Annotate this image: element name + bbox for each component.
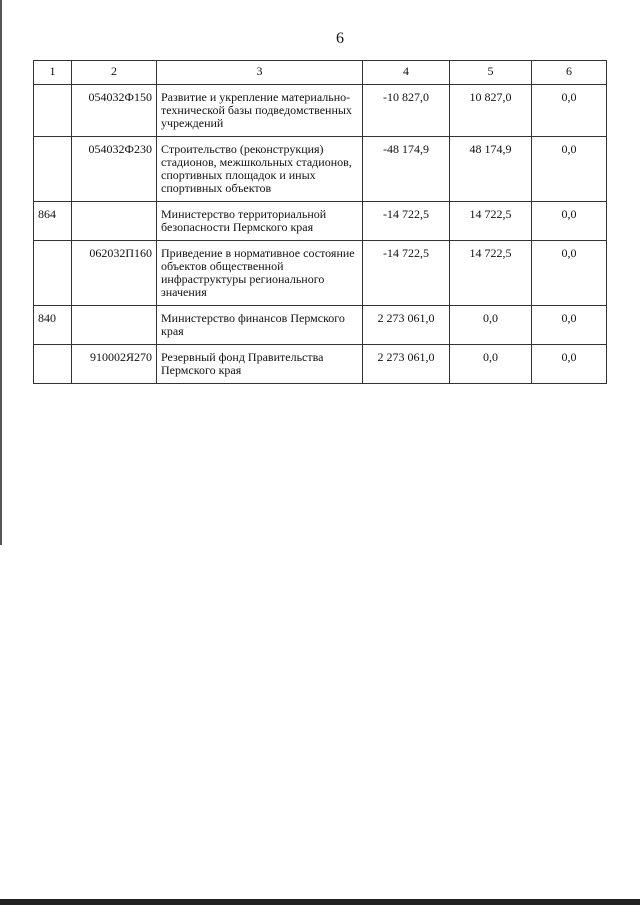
cell-description: Министерство финансов Пермского края [157,306,363,345]
cell-amount-5: 0,0 [450,306,532,345]
cell-amount-6: 0,0 [532,241,607,306]
header-col-2: 2 [72,61,157,85]
cell-description: Министерство территориальной безопасности Пермского края [157,202,363,241]
cell-admin-code [34,137,72,202]
cell-amount-4: -14 722,5 [363,241,450,306]
cell-description: Приведение в нормативное состояние объектов общественной инфраструктуры регионального значения [157,241,363,306]
scan-bottom-edge [0,899,640,905]
cell-admin-code: 840 [34,306,72,345]
cell-amount-4: 2 273 061,0 [363,345,450,384]
header-col-1: 1 [34,61,72,85]
cell-target-code: 054032Ф150 [72,85,157,137]
cell-description: Резервный фонд Правительства Пермского края [157,345,363,384]
page-number: 6 [336,30,344,47]
budget-table [33,60,607,384]
header-col-3: 3 [157,61,363,85]
header-col-4: 4 [363,61,450,85]
cell-target-code: 910002Я270 [72,345,157,384]
cell-target-code: 062032П160 [72,241,157,306]
cell-target-code: 054032Ф230 [72,137,157,202]
cell-amount-4: -10 827,0 [363,85,450,137]
cell-admin-code [34,345,72,384]
table-row [34,241,607,306]
table-row [34,137,607,202]
cell-amount-4: -14 722,5 [363,202,450,241]
table-row [34,306,607,345]
cell-description: Развитие и укрепление материально-технической базы подведомственных учреждений [157,85,363,137]
cell-amount-5: 14 722,5 [450,241,532,306]
cell-target-code [72,202,157,241]
cell-admin-code [34,241,72,306]
cell-admin-code [34,85,72,137]
cell-admin-code: 864 [34,202,72,241]
cell-target-code [72,306,157,345]
table-row [34,85,607,137]
cell-amount-6: 0,0 [532,137,607,202]
cell-description: Строительство (реконструкция) стадионов, межшкольных стадионов, спортивных площадок и иных спортивных объектов [157,137,363,202]
cell-amount-6: 0,0 [532,345,607,384]
cell-amount-5: 0,0 [450,345,532,384]
scan-left-edge [0,0,2,545]
cell-amount-4: 2 273 061,0 [363,306,450,345]
cell-amount-5: 10 827,0 [450,85,532,137]
cell-amount-5: 48 174,9 [450,137,532,202]
table-row [34,202,607,241]
table-row [34,345,607,384]
header-col-5: 5 [450,61,532,85]
cell-amount-6: 0,0 [532,85,607,137]
table-header-row [34,61,607,85]
header-col-6: 6 [532,61,607,85]
cell-amount-4: -48 174,9 [363,137,450,202]
cell-amount-6: 0,0 [532,202,607,241]
cell-amount-6: 0,0 [532,306,607,345]
cell-amount-5: 14 722,5 [450,202,532,241]
